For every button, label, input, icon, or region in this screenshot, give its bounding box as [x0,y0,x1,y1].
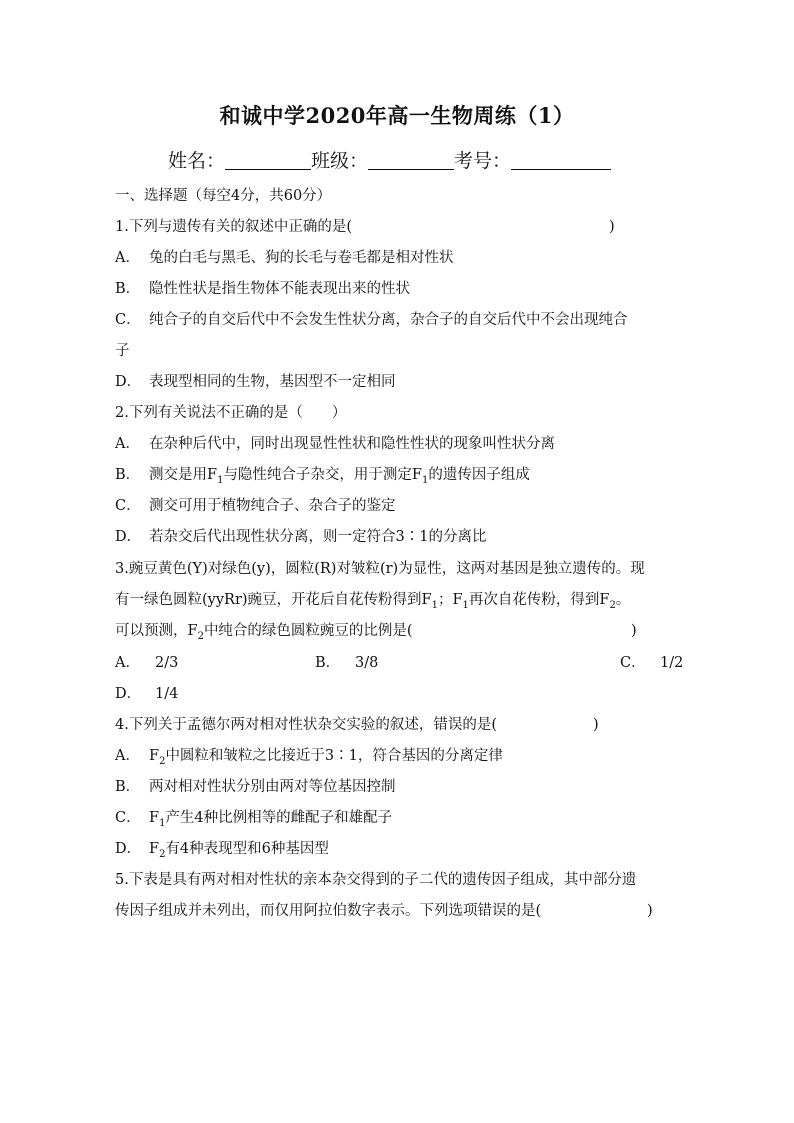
exam-number-label: 考号： [454,150,512,172]
q3-option-d: D． 1/4 [115,686,179,702]
name-label: 姓名： [168,150,226,172]
name-blank[interactable] [225,149,311,170]
q4-option-c: C． $F_1$产生4种比例相等的雌配子和雄配子 [115,810,393,829]
q1-option-c-continued: 子 [115,343,130,359]
q1-option-b: B． 隐性性状是指生物体不能表现出来的性状 [115,281,410,297]
section-heading: 一、选择题（每空4分，共60分） [115,188,332,204]
q4-option-a: A． $F_2$中圆粒和皱粒之比接近于3∶1，符合基因的分离定律 [115,748,503,767]
q2-option-d: D． 若杂交后代出现性状分离，则一定符合3∶1的分离比 [115,529,487,545]
q1-option-d: D． 表现型相同的生物，基因型不一定相同 [115,374,396,390]
exam-number-blank[interactable] [511,149,611,170]
q3-stem-line3: 可以预测，$F_2$中纯合的绿色圆粒豌豆的比例是( ) [115,623,637,642]
q1-option-c: C． 纯合子的自交后代中不会发生性状分离，杂合子的自交后代中不会出现纯合 [115,312,628,328]
q3-stem-line2: 有一绿色圆粒(yyRr)豌豆，开花后自花传粉得到$F_1$；$F_1$再次自花传粉，得到$F_2$。 [115,592,631,611]
q5-stem-line1: 5.下表是具有两对相对性状的亲本杂交得到的子二代的遗传因子组成，其中部分遗 [115,872,637,888]
q3-stem-line1: 3.豌豆黄色(Y)对绿色(y)，圆粒(R)对皱粒(r)为显性，这两对基因是独立遗传的。现 [115,561,645,577]
class-blank[interactable] [368,149,454,170]
q3-option-b: B． 3/8 [315,655,379,671]
class-label: 班级： [311,150,369,172]
q4-option-b: B． 两对相对性状分别由两对等位基因控制 [115,779,396,795]
q2-option-b: B． 测交是用$F_1$与隐性纯合子杂交，用于测定$F_1$的遗传因子组成 [115,467,530,486]
q4-stem: 4.下列关于孟德尔两对相对性状杂交实验的叙述，错误的是( ) [115,717,599,733]
page-title: 和诚中学2020年高一生物周练（1） [219,103,575,128]
q4-option-d: D． $F_2$有4种表现型和6种基因型 [115,841,329,860]
student-info-line [168,146,611,173]
q3-option-a: A． 2/3 [115,655,179,671]
q3-option-c: C． 1/2 [620,655,684,671]
q1-option-a: A． 兔的白毛与黑毛、狗的长毛与卷毛都是相对性状 [115,250,454,266]
q2-stem: 2.下列有关说法不正确的是（ ） [115,405,347,421]
q1-stem: 1.下列与遗传有关的叙述中正确的是( ) [115,219,615,235]
q5-stem-line2: 传因子组成并未列出，而仅用阿拉伯数字表示。下列选项错误的是( ) [115,903,653,919]
q2-option-a: A． 在杂种后代中，同时出现显性性状和隐性性状的现象叫性状分离 [115,436,555,452]
q2-option-c: C． 测交可用于植物纯合子、杂合子的鉴定 [115,498,396,514]
